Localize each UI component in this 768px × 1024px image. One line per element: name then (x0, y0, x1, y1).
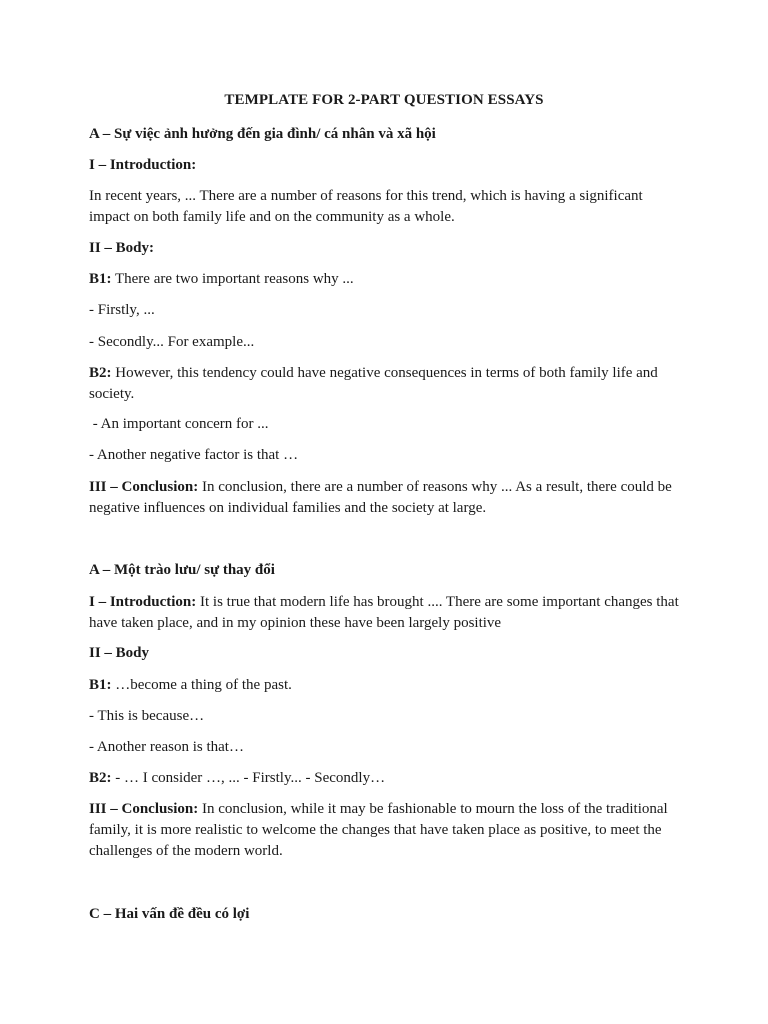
section-a1-b1 (89, 269, 679, 290)
section-a2-b2 (89, 768, 679, 789)
conclusion-text: In conclusion, while it may be fashionable to mourn the loss of the traditional family, it is more realistic to welcome the changes that have taken place as positive, to meet the challenges of the modern world. (89, 801, 668, 859)
section-a1-b2-concern: - An important concern for ... (89, 416, 269, 432)
section-c-heading: C – Hai vấn đề đều có lợi (89, 906, 250, 922)
section-a2-body-heading: II – Body (89, 645, 150, 661)
section-a2-b1-because: - This is because… (89, 708, 205, 724)
document-title: TEMPLATE FOR 2-PART QUESTION ESSAYS (224, 92, 544, 108)
b1-text: …become a thing of the past. (111, 677, 292, 693)
section-a1-heading: A – Sự việc ảnh hưởng đến gia đình/ cá nhân và xã hội (89, 126, 436, 142)
conclusion-label: III – Conclusion: (89, 801, 199, 817)
b2-label: B2: (89, 365, 112, 381)
conclusion-text: In conclusion, there are a number of reasons why ... As a result, there could be negative influences on individual families and the society at large. (89, 479, 672, 516)
section-a2-intro (89, 592, 679, 634)
conclusion-label: III – Conclusion: (89, 479, 199, 495)
b2-text: However, this tendency could have negative consequences in terms of both family life and society. (89, 365, 658, 402)
b1-label: B1: (89, 271, 112, 287)
section-a1-b2 (89, 363, 679, 405)
intro-text: It is true that modern life has brought .... There are some important changes that have taken place, and in my opinion these have been largely positive (89, 594, 679, 631)
section-a1-body-heading: II – Body: (89, 240, 155, 256)
section-a1-b2-another: - Another negative factor is that … (89, 447, 299, 463)
section-a2-conclusion (89, 799, 679, 862)
section-a1-conclusion (89, 477, 679, 519)
section-a1-intro-heading: I – Introduction: (89, 157, 197, 173)
b1-label: B1: (89, 677, 112, 693)
intro-label: I – Introduction: (89, 594, 197, 610)
section-a2-b1 (89, 675, 679, 696)
section-a1-intro-text: In recent years, ... There are a number of reasons for this trend, which is having a significant impact on both family life and on the community as a whole. (89, 188, 643, 225)
section-a1-b1-firstly: - Firstly, ... (89, 302, 155, 318)
section-a2-heading: A – Một trào lưu/ sự thay đổi (89, 562, 275, 578)
b2-label: B2: (89, 770, 112, 786)
section-a2-b1-another: - Another reason is that… (89, 739, 244, 755)
section-a1-b1-secondly: - Secondly... For example... (89, 334, 255, 350)
b1-text: There are two important reasons why ... (111, 271, 354, 287)
b2-text: - … I consider …, ... - Firstly... - Secondly… (111, 770, 386, 786)
